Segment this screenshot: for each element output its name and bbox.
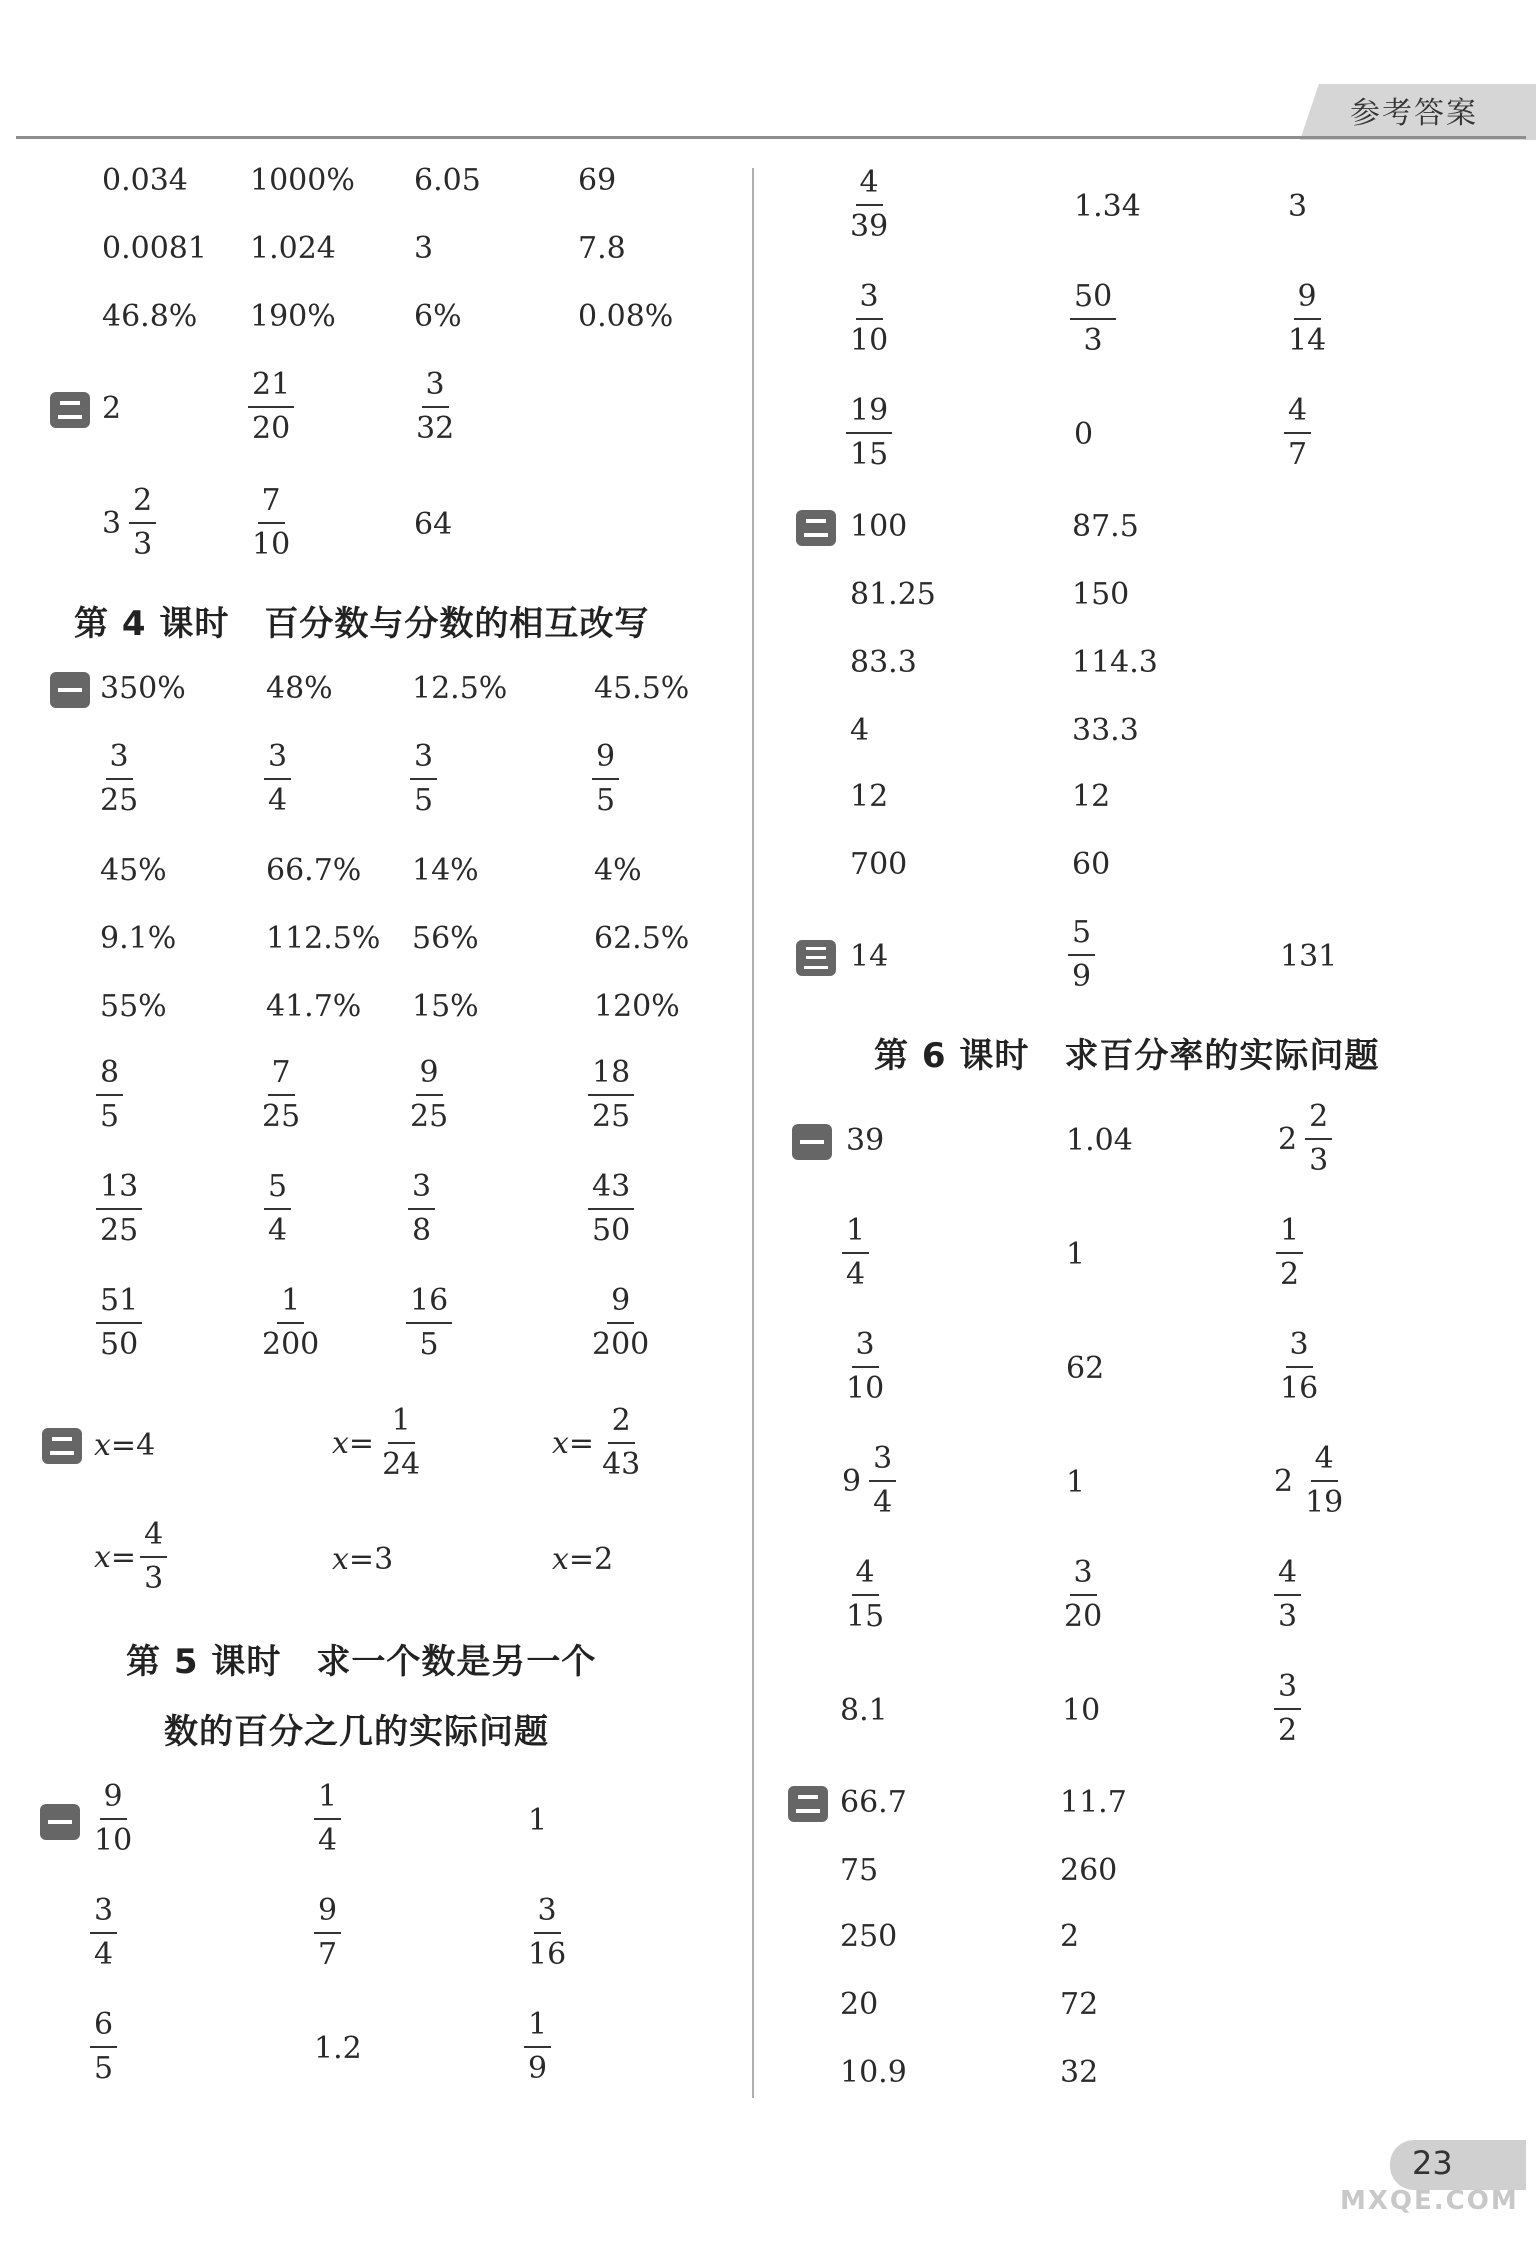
numerator: 4 — [1311, 1442, 1338, 1482]
equals-sign: = — [568, 1542, 595, 1577]
denominator: 3 — [133, 527, 153, 562]
section-badge-2 — [50, 392, 90, 428]
denominator: 3 — [1309, 1143, 1329, 1178]
answer-cell: 7.8 — [578, 231, 626, 266]
equation — [94, 1428, 155, 1463]
answer-cell: 45% — [100, 853, 167, 888]
numerator: 3 — [422, 368, 449, 408]
fraction — [1274, 1556, 1301, 1634]
fraction — [598, 1404, 644, 1482]
fraction — [588, 1284, 653, 1362]
answer-cell: 4% — [594, 853, 642, 888]
lesson-6-title: 第 6 课时 求百分率的实际问题 — [874, 1036, 1380, 1076]
fraction — [846, 394, 892, 472]
equation-value: 4 — [136, 1428, 156, 1463]
answer-cell: 1 — [1066, 1237, 1086, 1272]
section-badge-1 — [40, 1804, 80, 1840]
denominator: 4 — [873, 1485, 893, 1520]
answer-cell: 100 — [850, 509, 908, 544]
numerator: 9 — [416, 1056, 443, 1096]
column-divider — [752, 168, 754, 2098]
answer-cell: 6% — [414, 299, 462, 334]
equation — [332, 1404, 424, 1482]
numerator: 9 — [592, 740, 619, 780]
numerator: 9 — [100, 1780, 127, 1820]
denominator: 3 — [1278, 1599, 1298, 1634]
numerator: 3 — [856, 280, 883, 320]
numerator: 6 — [90, 2008, 117, 2048]
answer-cell: 60 — [1072, 847, 1111, 882]
fraction — [410, 740, 437, 818]
answer-cell: 56% — [412, 921, 479, 956]
denominator: 15 — [850, 437, 889, 472]
answer-cell: 350% — [100, 671, 186, 706]
numerator: 4 — [1284, 394, 1311, 434]
page-number: 23 — [1412, 2144, 1453, 2182]
equation — [332, 1542, 393, 1577]
answer-cell: 15% — [412, 989, 479, 1024]
answer-cell: 66.7 — [840, 1785, 907, 1820]
numerator: 19 — [846, 394, 892, 434]
fraction — [1284, 394, 1311, 472]
numerator: 4 — [852, 1556, 879, 1596]
numerator: 1 — [388, 1404, 415, 1444]
fraction — [378, 1404, 424, 1482]
answer-cell: 1.34 — [1074, 189, 1141, 224]
denominator: 3 — [1083, 323, 1103, 358]
denominator: 200 — [592, 1327, 650, 1362]
fraction — [96, 1284, 142, 1362]
numerator: 18 — [588, 1056, 634, 1096]
numerator: 1 — [277, 1284, 304, 1324]
denominator: 4 — [846, 1257, 866, 1292]
numerator: 3 — [534, 1894, 561, 1934]
answer-cell: 9.1% — [100, 921, 177, 956]
fraction — [1274, 1670, 1301, 1748]
fraction — [1305, 1100, 1332, 1178]
denominator: 9 — [1072, 959, 1092, 994]
lesson-4-title: 第 4 课时 百分数与分数的相互改写 — [74, 604, 650, 644]
variable: x — [552, 1425, 569, 1461]
lesson-5-title-line-2: 数的百分之几的实际问题 — [164, 1712, 549, 1752]
denominator: 16 — [528, 1937, 567, 1972]
answer-cell: 3 — [414, 231, 434, 266]
numerator: 8 — [96, 1056, 123, 1096]
numerator: 3 — [264, 740, 291, 780]
denominator: 2 — [1278, 1713, 1298, 1748]
answer-cell: 20 — [840, 1987, 879, 2022]
denominator: 4 — [318, 1823, 338, 1858]
fraction — [90, 1894, 117, 1972]
denominator: 4 — [94, 1937, 114, 1972]
fraction — [842, 1328, 888, 1406]
numerator: 4 — [140, 1518, 167, 1558]
answer-cell: 1.2 — [314, 2031, 362, 2066]
denominator: 25 — [410, 1099, 449, 1134]
answer-cell: 120% — [594, 989, 680, 1024]
denominator: 4 — [268, 1213, 288, 1248]
mixed-number — [1278, 1100, 1332, 1178]
answer-cell: 1000% — [250, 163, 355, 198]
numerator: 3 — [1274, 1670, 1301, 1710]
answer-cell: 8.1 — [840, 1693, 888, 1728]
numerator: 1 — [314, 1780, 341, 1820]
answer-cell: 0 — [1074, 417, 1094, 452]
numerator: 43 — [588, 1170, 634, 1210]
numerator: 4 — [856, 166, 883, 206]
answer-cell: 62 — [1066, 1351, 1105, 1386]
answer-cell: 69 — [578, 163, 617, 198]
equals-sign: = — [110, 1428, 137, 1463]
denominator: 4 — [268, 783, 288, 818]
answer-cell: 1.04 — [1066, 1123, 1133, 1158]
numerator: 1 — [524, 2008, 551, 2048]
answer-cell: 4 — [850, 713, 870, 748]
fraction — [588, 1170, 634, 1248]
fraction — [314, 1894, 341, 1972]
fraction — [1060, 1556, 1106, 1634]
fraction — [1276, 1214, 1303, 1292]
denominator: 43 — [602, 1447, 641, 1482]
denominator: 5 — [596, 783, 616, 818]
answer-cell: 2 — [102, 391, 122, 426]
numerator: 3 — [869, 1442, 896, 1482]
denominator: 50 — [100, 1327, 139, 1362]
answer-cell: 700 — [850, 847, 908, 882]
answer-cell: 112.5% — [266, 921, 381, 956]
answer-cell: 10.9 — [840, 2055, 907, 2090]
answer-cell: 83.3 — [850, 645, 917, 680]
answer-cell: 62.5% — [594, 921, 690, 956]
header-title: 参考答案 — [1350, 96, 1478, 131]
numerator: 7 — [268, 1056, 295, 1096]
variable: x — [552, 1542, 569, 1577]
denominator: 50 — [592, 1213, 631, 1248]
numerator: 5 — [1068, 916, 1095, 956]
page-number-tab — [1390, 2140, 1526, 2190]
denominator: 25 — [100, 1213, 139, 1248]
numerator: 1 — [1276, 1214, 1303, 1254]
fraction — [129, 484, 156, 562]
answer-cell: 32 — [1060, 2055, 1099, 2090]
variable: x — [332, 1425, 349, 1461]
fraction — [96, 740, 142, 818]
denominator: 5 — [100, 1099, 120, 1134]
fraction — [412, 368, 458, 446]
section-badge-1 — [792, 1124, 832, 1160]
answer-cell: 12.5% — [412, 671, 508, 706]
denominator: 20 — [252, 411, 291, 446]
fraction — [96, 1056, 123, 1134]
denominator: 5 — [419, 1327, 439, 1362]
answer-cell: 45.5% — [594, 671, 690, 706]
answer-cell: 55% — [100, 989, 167, 1024]
equals-sign: = — [348, 1425, 375, 1461]
header-rule — [16, 136, 1526, 139]
numerator: 3 — [1070, 1556, 1097, 1596]
numerator: 3 — [1286, 1328, 1313, 1368]
numerator: 16 — [406, 1284, 452, 1324]
fraction — [592, 740, 619, 818]
fraction — [408, 1170, 435, 1248]
section-badge-2 — [796, 510, 836, 546]
denominator: 32 — [416, 411, 455, 446]
fraction — [846, 280, 892, 358]
answer-cell: 190% — [250, 299, 336, 334]
numerator: 9 — [1294, 280, 1321, 320]
fraction — [406, 1056, 452, 1134]
section-badge-2 — [42, 1428, 82, 1464]
fraction — [96, 1170, 142, 1248]
fraction — [846, 166, 892, 244]
answer-cell: 72 — [1060, 1987, 1099, 2022]
answer-cell: 39 — [846, 1123, 885, 1158]
numerator: 13 — [96, 1170, 142, 1210]
numerator: 9 — [607, 1284, 634, 1324]
equation — [94, 1518, 167, 1596]
answer-cell: 14 — [850, 939, 889, 974]
answer-cell: 1 — [528, 1803, 548, 1838]
answer-cell: 1 — [1066, 1465, 1086, 1500]
answer-cell: 12 — [850, 779, 889, 814]
equation-value: 3 — [374, 1542, 394, 1577]
fraction — [264, 740, 291, 818]
numerator: 3 — [90, 1894, 117, 1934]
variable: x — [332, 1542, 349, 1577]
denominator: 3 — [144, 1561, 164, 1596]
numerator: 3 — [852, 1328, 879, 1368]
numerator: 21 — [248, 368, 294, 408]
mixed-number — [1274, 1442, 1347, 1520]
answer-cell: 10 — [1062, 1693, 1101, 1728]
answer-cell: 2 — [1060, 1919, 1080, 1954]
variable: x — [94, 1428, 111, 1463]
equation-value: 2 — [594, 1542, 614, 1577]
mixed-number — [102, 484, 156, 562]
answer-cell: 0.034 — [102, 163, 188, 198]
answer-cell: 0.0081 — [102, 231, 207, 266]
numerator: 1 — [842, 1214, 869, 1254]
equation — [552, 1404, 644, 1482]
fraction — [140, 1518, 167, 1596]
answer-cell: 81.25 — [850, 577, 936, 612]
answer-cell: 150 — [1072, 577, 1130, 612]
answer-cell: 131 — [1280, 939, 1338, 974]
denominator: 25 — [592, 1099, 631, 1134]
numerator: 4 — [1274, 1556, 1301, 1596]
fraction — [869, 1442, 896, 1520]
numerator: 2 — [129, 484, 156, 524]
answer-cell: 46.8% — [102, 299, 198, 334]
numerator: 50 — [1070, 280, 1116, 320]
denominator: 9 — [528, 2051, 548, 2086]
denominator: 24 — [382, 1447, 421, 1482]
denominator: 7 — [318, 1937, 338, 1972]
denominator: 2 — [1280, 1257, 1300, 1292]
fraction — [90, 2008, 117, 2086]
fraction — [264, 1170, 291, 1248]
numerator: 51 — [96, 1284, 142, 1324]
denominator: 25 — [100, 783, 139, 818]
answer-cell: 48% — [266, 671, 333, 706]
answer-cell: 11.7 — [1060, 1785, 1127, 1820]
whole-part: 9 — [842, 1463, 862, 1499]
fraction — [524, 2008, 551, 2086]
denominator: 10 — [94, 1823, 133, 1858]
numerator: 3 — [408, 1170, 435, 1210]
answer-cell: 260 — [1060, 1853, 1118, 1888]
numerator: 3 — [106, 740, 133, 780]
answer-cell: 33.3 — [1072, 713, 1139, 748]
denominator: 5 — [414, 783, 434, 818]
denominator: 7 — [1288, 437, 1308, 472]
denominator: 10 — [846, 1371, 885, 1406]
answer-cell: 14% — [412, 853, 479, 888]
equals-sign: = — [348, 1542, 375, 1577]
answer-cell: 64 — [414, 507, 453, 542]
answer-cell: 0.08% — [578, 299, 674, 334]
denominator: 5 — [94, 2051, 114, 2086]
numerator: 2 — [1305, 1100, 1332, 1140]
equals-sign: = — [110, 1539, 137, 1575]
denominator: 10 — [850, 323, 889, 358]
fraction — [1068, 916, 1095, 994]
denominator: 25 — [262, 1099, 301, 1134]
denominator: 16 — [1280, 1371, 1319, 1406]
whole-part: 3 — [102, 505, 122, 541]
fraction — [248, 484, 294, 562]
denominator: 200 — [262, 1327, 320, 1362]
whole-part: 2 — [1278, 1121, 1298, 1157]
equation — [552, 1542, 613, 1577]
answer-cell: 6.05 — [414, 163, 481, 198]
denominator: 20 — [1064, 1599, 1103, 1634]
answer-cell: 75 — [840, 1853, 879, 1888]
fraction — [1284, 280, 1330, 358]
denominator: 39 — [850, 209, 889, 244]
denominator: 15 — [846, 1599, 885, 1634]
numerator: 7 — [258, 484, 285, 524]
fraction — [1301, 1442, 1347, 1520]
answer-cell: 114.3 — [1072, 645, 1158, 680]
answer-cell: 250 — [840, 1919, 898, 1954]
fraction — [524, 1894, 570, 1972]
section-badge-3 — [796, 940, 836, 976]
section-badge-2 — [788, 1786, 828, 1822]
fraction — [258, 1284, 323, 1362]
fraction — [258, 1056, 304, 1134]
answer-cell: 12 — [1072, 779, 1111, 814]
answer-cell: 66.7% — [266, 853, 362, 888]
denominator: 10 — [252, 527, 291, 562]
numerator: 9 — [314, 1894, 341, 1934]
whole-part: 2 — [1274, 1463, 1294, 1499]
mixed-number — [842, 1442, 896, 1520]
answer-cell: 3 — [1288, 189, 1308, 224]
denominator: 14 — [1288, 323, 1327, 358]
fraction — [1276, 1328, 1322, 1406]
fraction — [588, 1056, 634, 1134]
fraction — [90, 1780, 136, 1858]
variable: x — [94, 1539, 111, 1575]
watermark: MXQE.COM — [1340, 2186, 1519, 2216]
equals-sign: = — [568, 1425, 595, 1461]
answer-cell: 1.024 — [250, 231, 336, 266]
numerator: 2 — [608, 1404, 635, 1444]
fraction — [248, 368, 294, 446]
fraction — [1070, 280, 1116, 358]
fraction — [314, 1780, 341, 1858]
fraction — [406, 1284, 452, 1362]
denominator: 8 — [412, 1213, 432, 1248]
numerator: 5 — [264, 1170, 291, 1210]
answer-cell: 87.5 — [1072, 509, 1139, 544]
section-badge-1 — [50, 672, 90, 708]
denominator: 19 — [1305, 1485, 1344, 1520]
numerator: 3 — [410, 740, 437, 780]
lesson-5-title-line-1: 第 5 课时 求一个数是另一个 — [126, 1642, 597, 1682]
fraction — [842, 1214, 869, 1292]
answer-cell: 41.7% — [266, 989, 362, 1024]
fraction — [842, 1556, 888, 1634]
